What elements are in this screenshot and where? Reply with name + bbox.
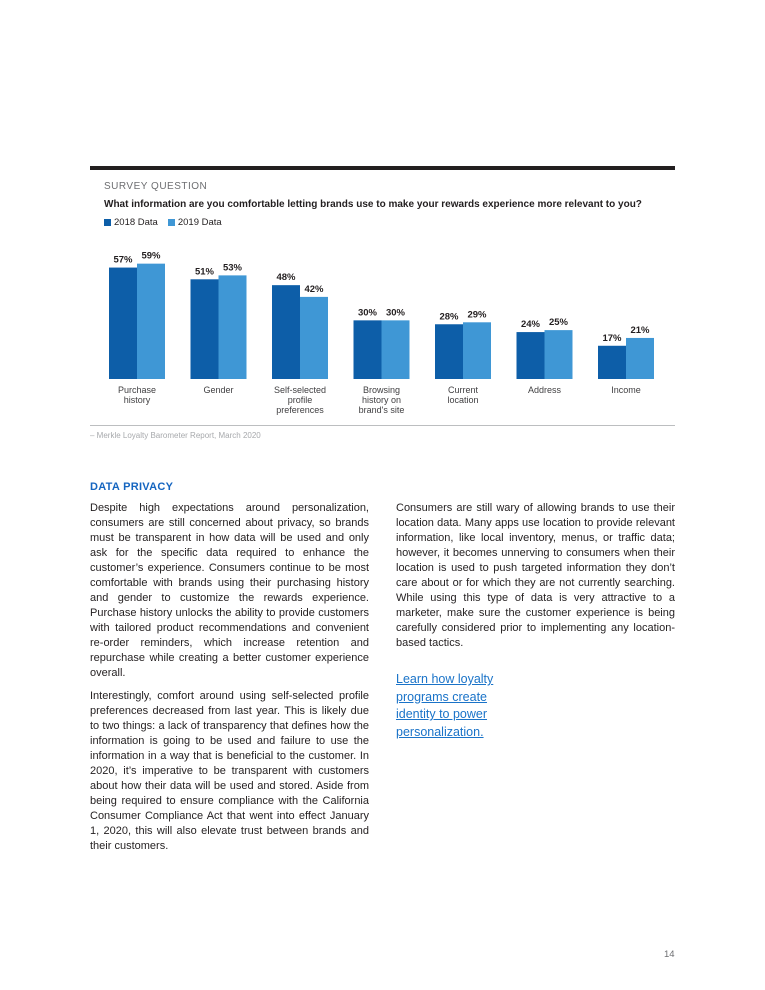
bar — [598, 346, 626, 379]
legend-label-2018: 2018 Data — [114, 217, 158, 228]
bar-value-label: 53% — [222, 262, 243, 274]
legend-swatch-2019 — [168, 219, 175, 226]
bar — [109, 268, 137, 379]
page-number: 14 — [664, 949, 675, 960]
bar — [272, 285, 300, 379]
legend-item-2018 — [104, 217, 158, 228]
bar — [300, 297, 328, 379]
category-label: Address — [527, 385, 562, 395]
category-label: preferences — [276, 405, 324, 415]
right-column — [396, 501, 675, 741]
left-column — [90, 501, 369, 862]
bar-value-label: 24% — [520, 319, 541, 331]
bar — [545, 330, 573, 379]
bar — [354, 320, 382, 379]
bar-value-label: 21% — [630, 324, 650, 336]
section-heading: DATA PRIVACY — [90, 481, 174, 493]
bar-value-label: 51% — [194, 266, 215, 278]
legend-item-2019 — [168, 217, 222, 228]
learn-more-link[interactable]: Learn how loyalty programs create identity to power personalization. — [396, 672, 494, 739]
bar-value-label: 42% — [304, 283, 324, 295]
paragraph: Interestingly, comfort around using self-selected profile preferences decreased from last year. This is likely due to two things: a lack of transparency that defines how the information is going to be used and failure to use the information in a way that is beneficial to the customer. In 2020, it’s imperative to be transparent with customers about how their data will be used and stored. Aside from being required to ensure compliance with the California Consumer Compliance Act that went into effect January 1, 2020, this will also elevate trust between brands and their customers. — [90, 690, 369, 852]
category-label: Current — [447, 385, 479, 395]
category-label: profile — [287, 395, 313, 405]
bar-value-label: 25% — [548, 317, 569, 329]
bar-value-label: 30% — [357, 307, 378, 319]
category-label: Browsing — [362, 385, 401, 395]
category-label: Self-selected — [273, 385, 327, 395]
bar-chart — [90, 240, 675, 420]
bar-value-label: 48% — [276, 272, 296, 284]
bar-value-label: 59% — [141, 250, 161, 262]
survey-question: What information are you comfortable letting brands use to make your rewards experience more relevant to you? — [104, 199, 642, 210]
chart-bottom-divider — [90, 425, 675, 426]
bar-value-label: 57% — [113, 254, 133, 266]
chart-legend — [104, 217, 222, 228]
bar — [219, 275, 247, 379]
survey-label: SURVEY QUESTION — [104, 181, 208, 192]
bar-value-label: 30% — [385, 307, 406, 319]
legend-swatch-2018 — [104, 219, 111, 226]
category-label: Gender — [203, 385, 234, 395]
bar — [435, 324, 463, 379]
bar — [191, 279, 219, 379]
bar-value-label: 28% — [439, 311, 459, 323]
bar — [382, 320, 410, 379]
legend-label-2019: 2019 Data — [177, 217, 222, 228]
bar — [517, 332, 545, 379]
top-divider — [90, 166, 675, 170]
chart-source: – Merkle Loyalty Barometer Report, March 2020 — [90, 431, 261, 440]
category-label: Purchase — [117, 385, 157, 395]
category-label: history on — [361, 395, 402, 405]
category-label: location — [447, 395, 479, 405]
bar — [626, 338, 654, 379]
category-label: brand's site — [358, 405, 405, 415]
paragraph: Consumers are still wary of allowing brands to use their location data. Many apps use location to provide relevant information, like local inventory, menus, or traffic data; however, it becomes unnerving to consumers when their location is used to push targeted information they don’t care about or for which they are not currently searching. While using this type of data is very attractive to a marketer, make sure the customer experience is being carefully considered prior to implementing any location-based tactics. — [396, 502, 675, 649]
category-label: history — [123, 395, 151, 405]
bar-value-label: 29% — [467, 309, 487, 321]
bar-value-label: 17% — [602, 332, 622, 344]
paragraph: Despite high expectations around personalization, consumers are still concerned about privacy, so brands must be transparent in how data will be used and only ask for the specific data required to enhance the customer’s experience. Consumers continue to be most comfortable with brands using their purchasing history and gender to customize the rewards experience. Purchase history unlocks the ability to provide customers with tailored product recommendations and convenient re-order reminders, which increase retention and repurchase while creating a better customer experience overall. — [90, 502, 369, 679]
bar — [137, 264, 165, 379]
bar — [463, 322, 491, 379]
category-label: Income — [611, 385, 641, 395]
